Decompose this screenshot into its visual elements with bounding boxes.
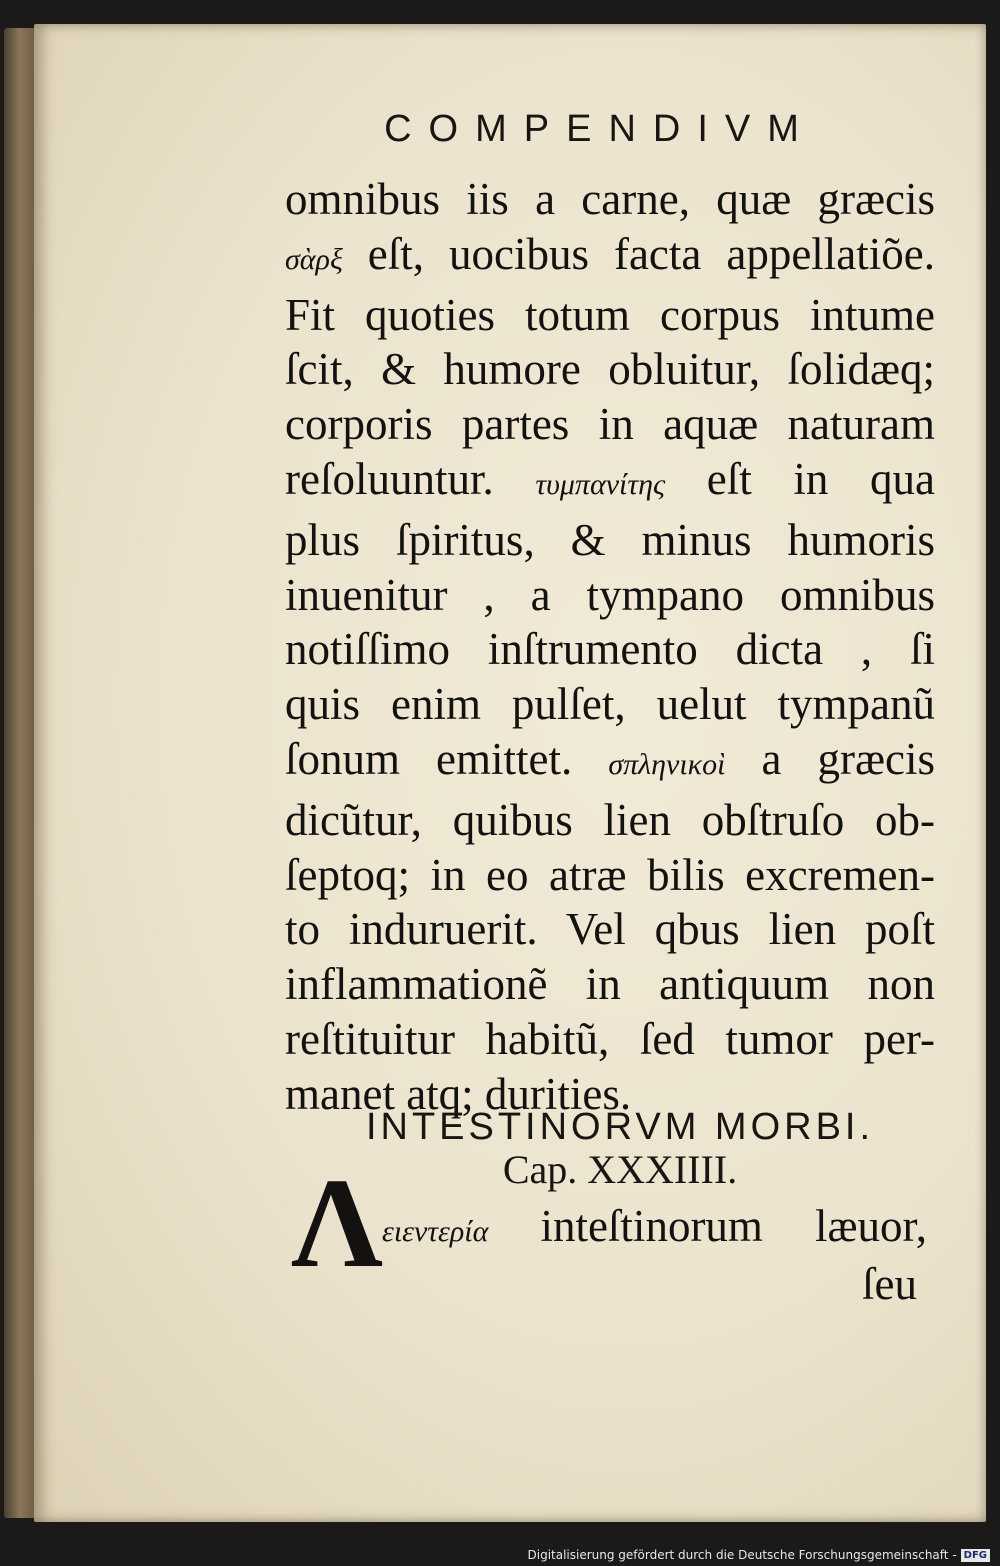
chapter-first-line: ειεντερία inteſtinorum læuor, xyxy=(382,1201,927,1251)
chapter-title: INTESTINORVM MORBI. xyxy=(365,1106,875,1148)
greek-word: ειεντερία xyxy=(382,1215,489,1248)
digitization-credit xyxy=(528,1548,991,1562)
text-line: reſtituitur habitũ, ſed tumor per- xyxy=(285,1013,935,1064)
book-spine-edge xyxy=(4,28,38,1518)
text-line: manet atq; durities. xyxy=(285,1068,632,1119)
running-head: COMPENDIVM xyxy=(384,108,816,150)
chapter-number: Cap. XXXIIII. xyxy=(502,1147,738,1192)
credit-text: Digitalisierung gefördert durch die Deutsche Forschungsgemeinschaft - xyxy=(527,1548,957,1562)
greek-word: σὰρξ xyxy=(285,242,343,276)
text-line: omnibus iis a carne, quæ græcis xyxy=(285,174,935,224)
svg-text:Λ: Λ xyxy=(291,1166,383,1274)
text-line: dicũtur, quibus lien obſtruſo ob- xyxy=(285,794,935,845)
dfg-logo: DFG xyxy=(961,1549,990,1562)
text-line: plus ſpiritus, & minus humoris xyxy=(285,514,935,565)
text-line: reſoluuntur. τυμπανίτης eſt in qua xyxy=(285,453,935,504)
text-line: inflammationẽ in antiquum non xyxy=(285,959,935,1010)
text-line: notiſſimo inſtrumento dicta , ſi xyxy=(285,624,935,675)
catchword: ſeu xyxy=(862,1259,917,1309)
text-line: ſcit, & humore obluitur, ſolidæq; xyxy=(285,344,935,395)
greek-word: τυμπανίτης xyxy=(535,467,666,501)
text-line: corporis partes in aquæ naturam xyxy=(285,399,935,450)
text-line: to induruerit. Vel qbus lien poſt xyxy=(285,904,935,955)
body-text xyxy=(285,172,935,1122)
drop-cap-initial xyxy=(285,1166,390,1274)
text-line: σὰρξ eſt, uocibus facta appellatiõe. xyxy=(285,228,935,279)
text-line: inuenitur , a tympano omnibus xyxy=(285,569,935,620)
text-line: Fit quoties totum corpus intume xyxy=(285,289,935,340)
text-line: ſonum emittet. σπληνικοὶ a græcis xyxy=(285,733,935,784)
text-line: quis enim pulſet, uelut tympanũ xyxy=(285,679,935,730)
greek-word: σπληνικοὶ xyxy=(608,747,726,781)
text-line: ſeptoq; in eo atræ bilis excremen- xyxy=(285,849,935,900)
